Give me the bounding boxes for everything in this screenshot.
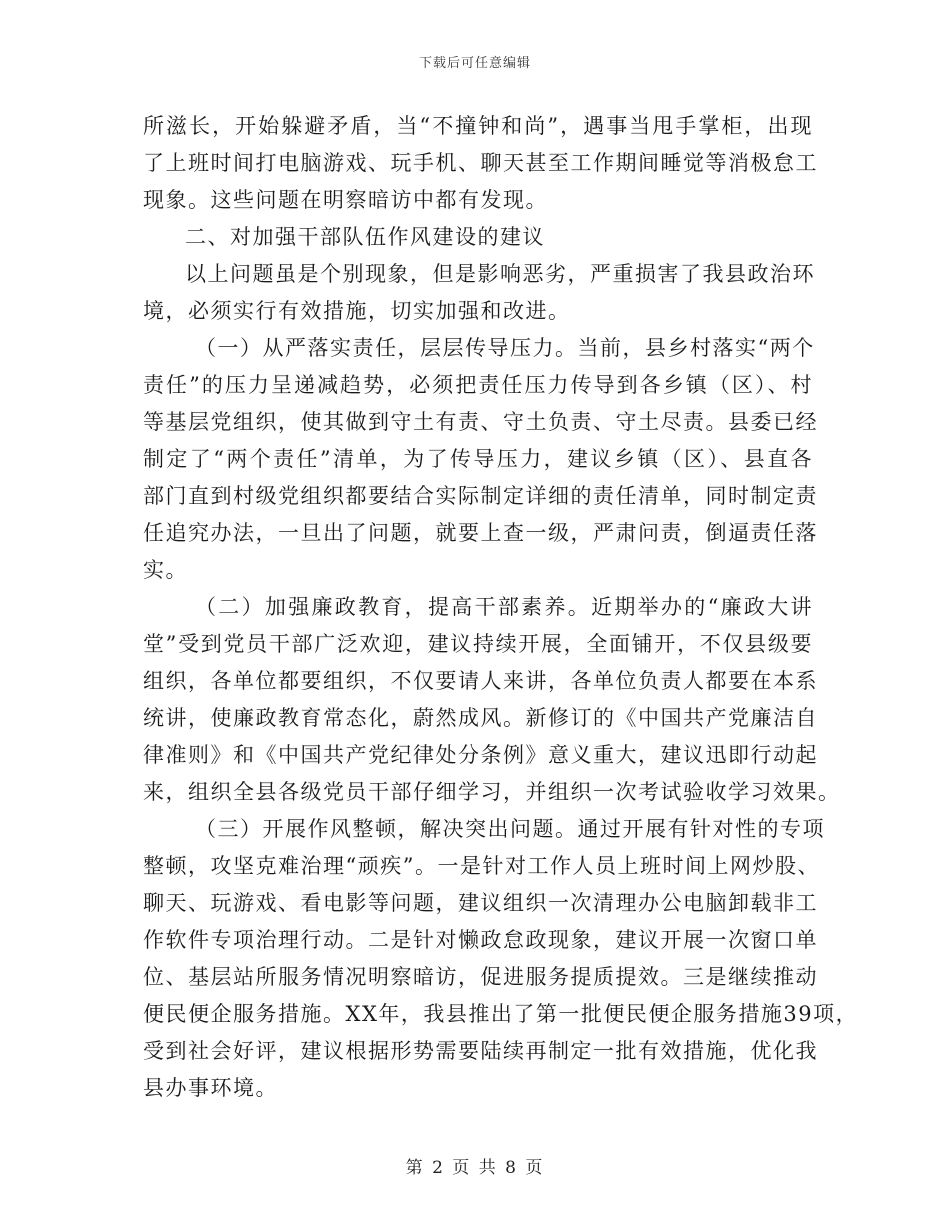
- text-line: 堂”受到党员干部广泛欢迎，建议持续开展，全面铺开，不仅县级要: [143, 632, 813, 656]
- text-line: 组织，各单位都要组织，不仅要请人来讲，各单位负责人都要在本系: [143, 669, 818, 693]
- text-line: 律准则》和《中国共产党纪律处分条例》意义重大，建议迅即行动起: [143, 743, 818, 767]
- text-line: 任追究办法，一旦出了问题，就要上查一级，严肃问责，倒逼责任落: [143, 521, 818, 545]
- text-line: 整顿，攻坚克难治理“顽疾”。一是针对工作人员上班时间上网炒股、: [143, 854, 820, 878]
- text-line: 现象。这些问题在明察暗访中都有发现。: [143, 188, 548, 212]
- text-line: 县办事环境。: [143, 1076, 278, 1100]
- document-body: [143, 108, 859, 1107]
- text-line: 了上班时间打电脑游戏、玩手机、聊天甚至工作期间睡觉等消极怠工: [143, 151, 818, 175]
- text-line: 位、基层站所服务情况明察暗访，促进服务提质提效。三是继续推动: [143, 965, 818, 989]
- text-line: 统讲，使廉政教育常态化，蔚然成风。新修订的《中国共产党廉洁自: [143, 706, 818, 730]
- text-line: 部门直到村级党组织都要结合实际制定详细的责任清单，同时制定责: [143, 484, 818, 508]
- text-line: 二、对加强干部队伍作风建设的建议: [185, 225, 545, 249]
- text-line: 以上问题虽是个别现象，但是影响恶劣，严重损害了我县政治环: [185, 262, 815, 286]
- text-line: 受到社会好评，建议根据形势需要陆续再制定一批有效措施，优化我: [143, 1039, 818, 1063]
- text-line: （一）从严落实责任，层层传导压力。当前，县乡村落实“两个: [195, 336, 815, 360]
- text-line: 作软件专项治理行动。二是针对懒政怠政现象，建议开展一次窗口单: [143, 928, 818, 952]
- text-line: （二）加强廉政教育，提高干部素养。近期举办的“廉政大讲: [195, 595, 813, 619]
- text-line: 责任”的压力呈递减趋势，必须把责任压力传导到各乡镇（区）、村: [143, 373, 813, 397]
- text-line: 来，组织全县各级党员干部仔细学习，并组织一次考试验收学习效果。: [143, 780, 841, 804]
- text-line: 制定了“两个责任”清单，为了传导压力，建议乡镇（区）、县直各: [143, 447, 813, 471]
- text-line: 境，必须实行有效措施，切实加强和改进。: [143, 299, 571, 323]
- text-line: 所滋长，开始躲避矛盾，当“不撞钟和尚”，遇事当甩手掌柜，出现: [143, 114, 813, 138]
- text-line: 聊天、玩游戏、看电影等问题，建议组织一次清理办公电脑卸载非工: [143, 891, 818, 915]
- text-line: 等基层党组织，使其做到守土有责、守土负责、守土尽责。县委已经: [143, 410, 818, 434]
- text-line: 实。: [143, 558, 188, 582]
- header-note: 下载后可任意编辑: [418, 56, 531, 71]
- page-number: 第 2 页 共 8 页: [405, 1158, 545, 1178]
- text-line: （三）开展作风整顿，解决突出问题。通过开展有针对性的专项: [195, 817, 825, 841]
- text-line: 便民便企服务措施。XX年，我县推出了第一批便民便企服务措施39项，: [143, 1002, 859, 1026]
